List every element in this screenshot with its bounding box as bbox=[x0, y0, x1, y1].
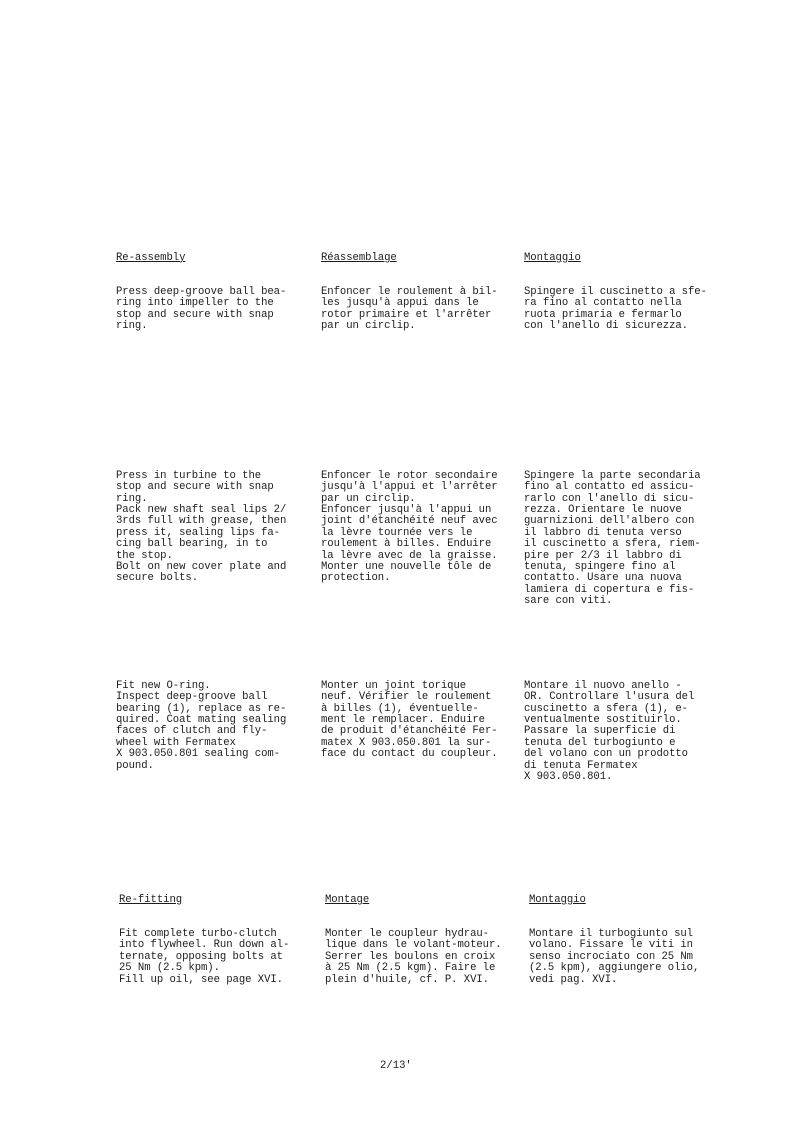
section-3-english bbox=[116, 658, 321, 783]
section-4-italian bbox=[529, 872, 734, 997]
section-1-french bbox=[321, 230, 526, 344]
section-text: Press in turbine to the stop and secure with snap ring. Pack new shaft seal lips 2/ 3rds full with grease, then press it, sealing lips fa- cing ball bearing, in to the stop. Bolt on new cover plate and secure bolts. bbox=[116, 469, 287, 585]
section-3-italian bbox=[524, 658, 729, 795]
section-4-english bbox=[119, 872, 324, 997]
section-text: Spingere la parte secondaria fino al contatto ed assicu- rarlo con l'anello di sicu- rezza. Orientare le nuove guarnizioni dell'albero con il labbro di tenuta verso il cuscinetto a sfera, riem- pire per 2/3 il labbro di tenuta, spingere fino al contatto. Usare una nuova lamiera di copertura e fis- sare con viti. bbox=[524, 469, 701, 608]
section-text: Fit new O-ring. Inspect deep-groove ball bearing (1), replace as re- quired. Coat mating sealing faces of clutch and fly- wheel with Fermatex X 903.050.801 sealing com- pound. bbox=[116, 679, 287, 772]
section-2-english bbox=[116, 448, 321, 596]
section-1-english bbox=[116, 230, 321, 344]
section-heading: Montage bbox=[325, 893, 370, 906]
section-text: Montare il turbogiunto sul volano. Fissare le viti in senso incrociato con 25 Nm (2.5 kpm), aggiungere olio, vedi pag. XVI. bbox=[529, 928, 700, 986]
section-text: Fit complete turbo-clutch into flywheel. Run down al- ternate, opposing bolts at 25 Nm (2.5 kpm). Fill up oil, see page XVI. bbox=[119, 928, 290, 986]
section-text: Montare il nuovo anello - OR. Controllare l'usura del cuscinetto a sfera (1), e- ventualmente sostituirlo. Passare la superficie di tenuta del turbogiunto e del volano con un prodotto di tenuta Fermatex X 903.050.801. bbox=[524, 679, 695, 784]
section-text: Enfoncer le rotor secondaire jusqu'à l'appui et l'arrêter par un circlip. Enfoncer jusqu'à l'appui un joint d'étanchéité neuf avec la lèvre tournée vers le roulement à billes. Enduire la lèvre avec de la graisse. Monter une nouvelle tôle de protection. bbox=[321, 469, 498, 585]
section-heading: Re-fitting bbox=[119, 893, 183, 906]
section-heading: Réassemblage bbox=[321, 251, 397, 264]
page-number: 2/13' bbox=[380, 1060, 412, 1072]
section-1-italian bbox=[524, 230, 729, 344]
section-4-french bbox=[325, 872, 530, 997]
section-text: Enfoncer le roulement à bil- les jusqu'à appui dans le rotor primaire et l'arrêter par un circlip. bbox=[321, 286, 498, 333]
section-heading: Montaggio bbox=[524, 251, 581, 264]
section-heading: Montaggio bbox=[529, 893, 586, 906]
section-heading: Re-assembly bbox=[116, 251, 186, 264]
section-text: Press deep-groove ball bea- ring into impeller to the stop and secure with snap ring. bbox=[116, 286, 287, 333]
section-3-french bbox=[321, 658, 526, 772]
section-text: Spingere il cuscinetto a sfe- ra fino al contatto nella ruota primaria e fermarlo con l'anello di sicurezza. bbox=[524, 286, 707, 333]
section-2-french bbox=[321, 448, 526, 596]
section-text: Monter un joint torique neuf. Vérifier le roulement à billes (1), éventuelle- ment le remplacer. Enduire de produit d'étanchéité Fer- matex X 903.050.801 la sur- face du contact du coupleur. bbox=[321, 679, 498, 761]
section-2-italian bbox=[524, 448, 729, 619]
section-text: Monter le coupleur hydrau- lique dans le volant-moteur. Serrer les boulons en croix à 25 Nm (2.5 kgm). Faire le plein d'huile, cf. P. XVI. bbox=[325, 928, 502, 986]
